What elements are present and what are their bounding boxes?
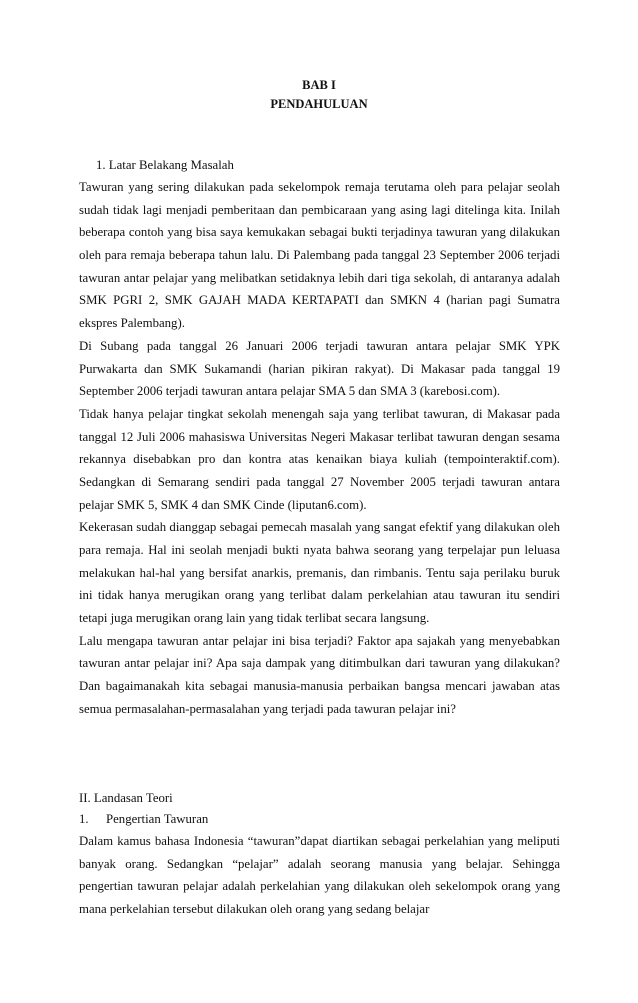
teori-paragraph <box>79 830 560 921</box>
text-line: Dalam kamus bahasa Indonesia “tawuran”dapat diartikan sebagai perkelahian yang meliputi <box>79 834 560 848</box>
chapter-title: PENDAHULUAN <box>270 97 368 111</box>
paragraph <box>79 630 560 721</box>
text-line: Lalu mengapa tawuran antar pelajar ini bisa terjadi? Faktor apa sajakah yang menyebabkan <box>79 633 560 648</box>
paragraph <box>79 335 560 403</box>
text-line: Tidak hanya pelajar tingkat sekolah menengah saja yang terlibat tawuran, di Makasar pada <box>79 406 560 421</box>
text-line: semua permasalahan-permasalahan yang terjadi pada tawuran pelajar ini? <box>79 701 456 716</box>
paragraph <box>79 403 560 516</box>
text-line: tawuran antar pelajar yang melibatkan setidaknya lebih dari tiga sekolah, di antaranya adalah <box>79 270 560 285</box>
text-line: Sedangkan di Semarang sendiri pada tanggal 27 November 2005 terjadi tawuran antara <box>79 474 560 489</box>
text-line: Kekerasan sudah dianggap sebagai pemecah masalah yang sangat efektif yang dilakukan oleh <box>79 520 560 535</box>
text-line: rekannya disebabkan pro dan kontra atas kenaikan biaya kuliah (tempointeraktif.com). <box>79 452 560 467</box>
text-line: pelajar SMK 5, SMK 4 dan SMK Cinde (liputan6.com). <box>79 497 367 512</box>
section-heading-landasan-teori: II. Landasan Teori <box>79 791 173 805</box>
text-line: oleh para remaja beberapa tahun lalu. Di Palembang pada tanggal 23 September 2006 terjadi <box>79 248 560 263</box>
section-heading-latar-belakang: 1. Latar Belakang Masalah <box>96 158 234 172</box>
text-line: Purwakarta dan SMK Sukamandi (harian pikiran rakyat). Di Makasar pada tanggal 19 <box>79 361 560 376</box>
text-line: beberapa contoh yang bisa saya kemukakan sebagai bukti terjadinya tawuran yang dilakukan <box>79 225 560 240</box>
text-line: banyak orang. Sedangkan “pelajar” adalah seorang manusia yang belajar. Sehingga <box>79 856 560 871</box>
text-line: sudah tidak lagi menjadi pemberitaan dan pembicaraan yang asing lagi ditelinga kita. Inilah <box>79 202 560 217</box>
paragraph <box>79 516 560 629</box>
subsection-title: Pengertian Tawuran <box>106 812 209 826</box>
text-line: Tawuran yang sering dilakukan pada sekelompok remaja terutama oleh para pelajar seolah <box>79 180 560 194</box>
text-line: Dan bagaimanakah kita sebagai manusia-manusia perbaikan bangsa mencari jawaban atas <box>79 679 560 694</box>
text-line: mana perkelahian tersebut dilakukan oleh orang yang sedang belajar <box>79 902 430 917</box>
text-line: tawuran antar pelajar ini? Apa saja dampak yang ditimbulkan dari tawuran yang dilakukan? <box>79 656 560 671</box>
text-line: pengertian tawuran pelajar adalah perkelahian yang dilakukan oleh sekelompok orang yang <box>79 879 560 894</box>
text-line: tanggal 12 Juli 2006 mahasiswa Universitas Negeri Makasar terlibat tawuran dengan sesama <box>79 429 560 444</box>
chapter-label: BAB I <box>302 78 336 92</box>
text-line: Di Subang pada tanggal 26 Januari 2006 terjadi tawuran antara pelajar SMK YPK <box>79 338 560 353</box>
text-line: melakukan hal-hal yang bersifat anarkis, premanis, dan rimbanis. Tentu saja perilaku buruk <box>79 565 560 580</box>
paragraph <box>79 176 560 335</box>
text-line: September 2006 terjadi tawuran antara pelajar SMA 5 dan SMA 3 (karebosi.com). <box>79 384 501 399</box>
subsection-number: 1. <box>79 812 89 826</box>
text-line: ini tidak hanya merugikan orang yang terlibat dalam perkelahian atau tawuran itu sendiri <box>79 588 560 603</box>
text-line: ekspres Palembang). <box>79 316 185 331</box>
text-line: para remaja. Hal ini seolah menjadi bukti nyata bahwa seorang yang terpelajar pun leluasa <box>79 543 560 557</box>
body-text <box>79 176 560 721</box>
text-line: tetapi juga merugikan orang lain yang tidak terlibat secara langsung. <box>79 611 430 626</box>
text-line: SMK PGRI 2, SMK GAJAH MADA KERTAPATI dan SMKN 4 (harian pagi Sumatra <box>79 293 560 308</box>
